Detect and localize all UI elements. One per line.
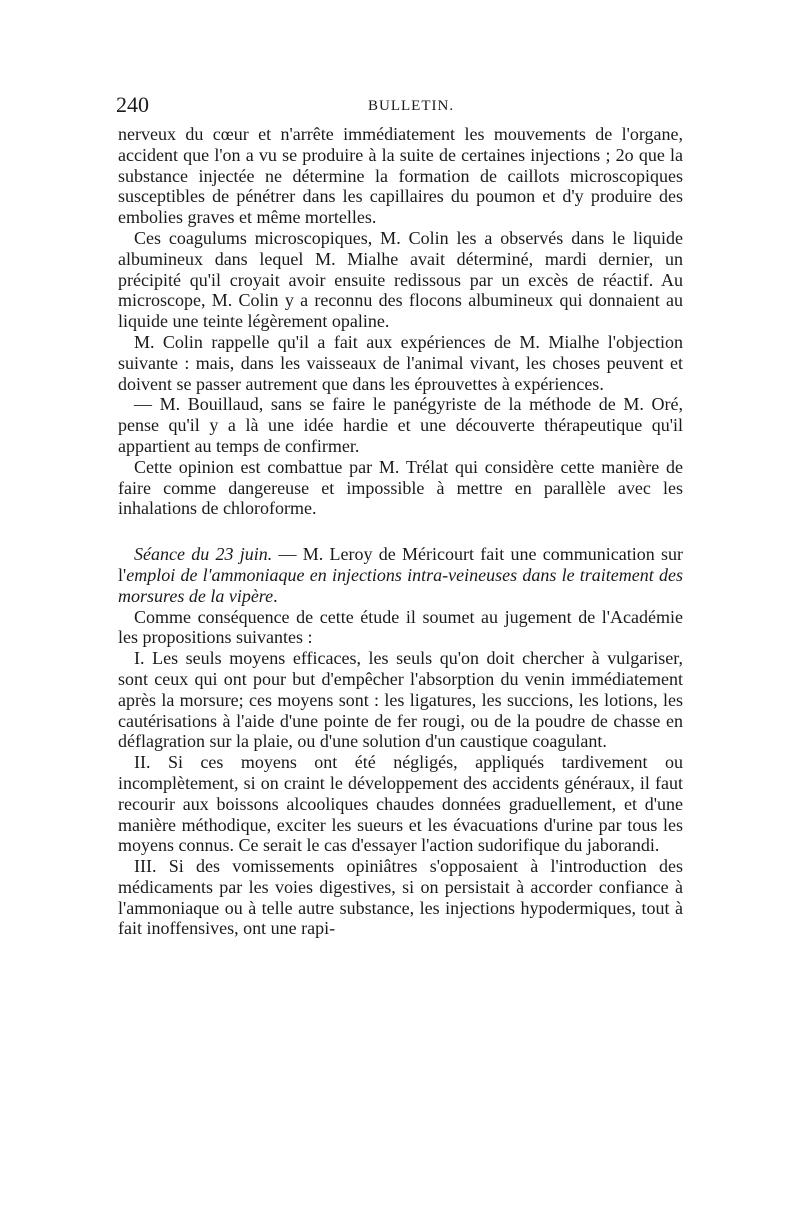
page-number: 240: [116, 92, 149, 117]
seance-text-end: .: [273, 585, 278, 606]
paragraph-propositions-intro: Comme conséquence de cette étude il soumet au jugement de l'Académie les propositions suivantes :: [118, 606, 683, 648]
paragraph-colin-coagulums: Ces coagulums microscopiques, M. Colin les a observés dans le liquide albumineux dans lequel M. Mialhe avait déterminé, mardi dernier, un précipité qu'il croyait avoir ensuite redissous par un excès de réactif. Au microscope, M. Colin y a reconnu des flocons albumineux qui donnaient au liquide une teinte légèrement opaline.: [118, 227, 683, 332]
seance-date: Séance du 23 juin.: [134, 544, 273, 565]
running-head-title: BULLETIN.: [368, 98, 455, 114]
running-head: [118, 92, 683, 124]
paragraph-proposition-2: II. Si ces moyens ont été négligés, appliqués tardivement ou incomplètement, si on craint le développement des accidents généraux, il faut recourir aux boissons alcooliques chaudes données graduellement, et d'une manière méthodique, exciter les sueurs et les évacuations d'urine par tous les moyens connus. Ce serait le cas d'essayer l'action sudorifique du jaborandi.: [118, 752, 683, 856]
paragraph-colin-objection: M. Colin rappelle qu'il a fait aux expériences de M. Mialhe l'objection suivante : mais, dans les vaisseaux de l'animal vivant, les choses peuvent et doivent se passer autrement que dans les éprouvettes à expériences.: [118, 331, 683, 394]
page-body: [118, 92, 683, 939]
communication-title: emploi de l'ammoniaque en injections intra-veineuses dans le traitement des morsures de la vipère: [118, 564, 683, 606]
paragraph-proposition-3: III. Si des vomissements opiniâtres s'opposaient à l'introduction des médicaments par les voies digestives, si on persistait à accorder confiance à l'ammoniaque ou à telle autre substance, les injections hypodermiques, tout à fait inoffensives, ont une rapi-: [118, 856, 683, 939]
paragraph-proposition-1: I. Les seuls moyens efficaces, les seuls qu'on doit chercher à vulgariser, sont ceux qui ont pour but d'empêcher l'absorption du venin immédiatement après la morsure; ces moyens sont : les ligatures, les succions, les lotions, les cautérisations à l'aide d'une pointe de fer rougi, ou de la poudre de chasse en déflagration sur la plaie, ou d'une solution d'un caustique coagulant.: [118, 648, 683, 752]
paragraph-bouillaud: — M. Bouillaud, sans se faire le panégyriste de la méthode de M. Oré, pense qu'il y a là une idée hardie et une découverte thérapeutique qu'il appartient au temps de confirmer.: [118, 394, 683, 456]
paragraph-trelat: Cette opinion est combattue par M. Trélat qui considère cette manière de faire comme dangereuse et impossible à mettre en parallèle avec les inhalations de chloroforme.: [118, 456, 683, 519]
seance-text: — M. Leroy de Méricourt fait une communication sur l': [118, 544, 683, 585]
paragraph-continuation: nerveux du cœur et n'arrête immédiatement les mouvements de l'organe, accident que l'on a vu se produire à la suite de certaines injections ; 2o que la substance injectée ne détermine la formation de caillots microscopiques susceptibles de pénétrer dans les capillaires du poumon et d'y produire des embolies graves et même mortelles.: [118, 124, 683, 228]
paragraph-seance-23-juin: [118, 544, 683, 606]
